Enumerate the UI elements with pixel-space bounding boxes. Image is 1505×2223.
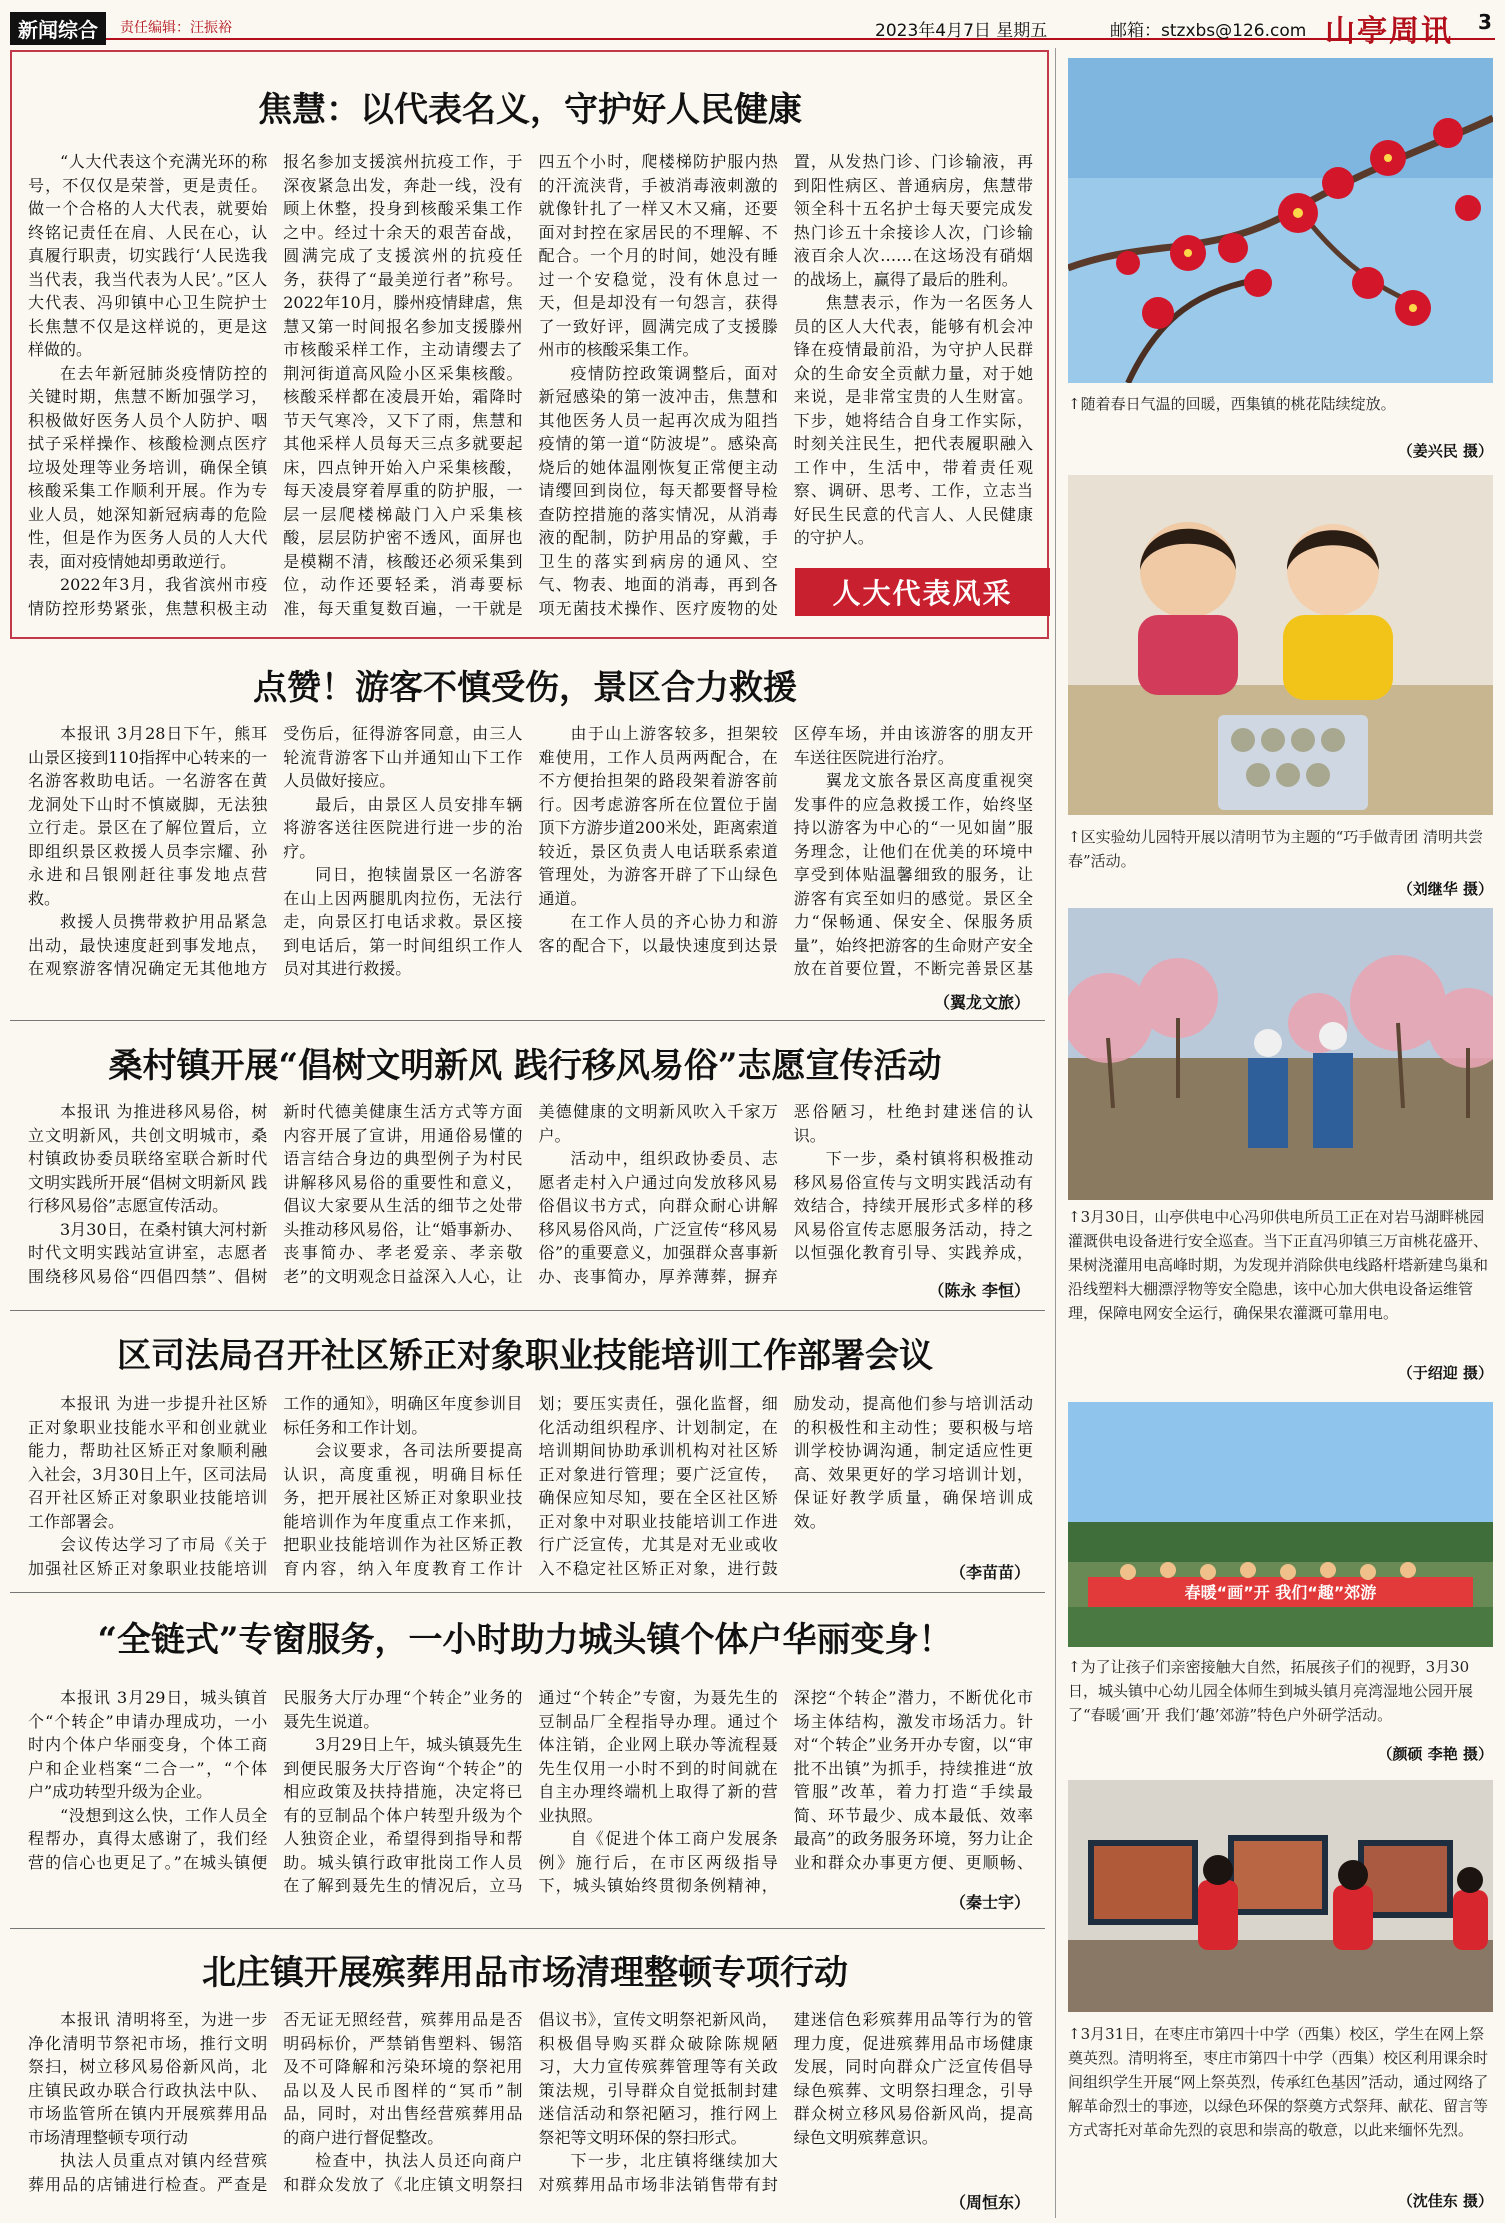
article-1-paragraph: 焦慧表示，作为一名医务人员的区人大代表，能够有机会冲锋在疫情最前沿，为守护人民群众的生命安全贡献力量，对于她来说，是非常宝贵的人生财富。下步，她将结合自身工作实际，时刻关注民生，把代表履职融入工作中，生活中，带着责任观察、调研、思考、工作，立志当好民生民意的代言人、人民健康的守护人。: [793, 293, 1033, 547]
photo-5-caption: ↑3月31日，在枣庄市第四十中学（西集）校区，学生在网上祭奠英烈。清明将至，枣庄市第四十中学（西集）校区利用课余时间组织学生开展“网上祭英烈，传承红色基因”活动，通过网络了解革命烈士的事迹，以绿色环保的祭奠方式祭拜、献花、留言等方式寄托对革命先烈的哀思和崇高的敬意，以此来缅怀先烈。: [1068, 2025, 1489, 2139]
article-2-paragraph: 翼龙文旅各景区高度重视突发事件的应急救援工作，始终坚持以游客为中心的“一见如崮”服务理念，让他们在优美的环境中享受到体贴温馨细致的服务，让游客有宾至如归的感觉。景区全力“保畅通、保安全、保服务质量”，始终把游客的生命财产安全放在首要位置，不断完善景区基: [793, 771, 1033, 978]
section-tag: 新闻综合: [10, 12, 106, 45]
article-3-body: [28, 1100, 1033, 1295]
article-1-title: 焦慧：以代表名义，守护好人民健康: [258, 90, 802, 130]
page-number: 3: [1478, 10, 1492, 34]
photo-4-credit: （颜硕 李艳 摄）: [1377, 1745, 1493, 1763]
editor-credit: 责任编辑：汪振裕: [120, 20, 232, 36]
photo-3-caption: ↑3月30日，山亭供电中心冯卯供电所员工正在对岩马湖畔桃园灌溉供电设备进行安全巡查。当下正直冯卯镇三万亩桃花盛开、果树浇灌用电高峰时期，为发现并消除供电线路杆塔新建鸟巢和沿线塑料大棚漂浮物等安全隐患，该中心加大供电设备运维管理，保障电网安全运行，确保果农灌溉可靠用电。: [1068, 1208, 1489, 1322]
article-1-paragraph: 疫情防控政策调整后，面对新冠感染的第一波冲击，焦慧和其他医务人员一起再次成为阻挡疫情的第一道“防波堤”。感染高烧后的她体温刚恢复正常便主动请缨回到岗位，每天都要督导检查防控措施的落实情况，从消毒液的配制，防护用品的穿戴，手卫生的落实到病房的通风、空气、物表、地面的消毒，再到各项无菌技术操作、医疗废物的处置，从发热门诊、门诊输液，再到阳性病区、普通病房，焦慧带领全科十五名护士每天要完成发热门诊五十余接诊人次，门诊输液百余人次……在这场没有硝烟的战场上，赢得了最后的胜利。: [538, 152, 1033, 618]
article-5-paragraph: 本报讯 3月29日，城头镇首个“个转企”申请办理成功，一小时内个体户华丽变身，个体工商户和企业档案“二合一”，“个体户”成功转型升级为企业。: [28, 1688, 268, 1801]
article-6-paragraph: 执法人员重点对镇内经营殡葬用品的店铺进行检查。严查是否无证无照经营，殡葬用品是否明码标价，严禁销售塑料、锡箔及不可降解和污染环境的祭祀用品以及人民币图样的“冥币”制品，同时，对出售经营殡葬用品的商户进行督促整改。: [28, 2010, 523, 2194]
article-6-title: 北庄镇开展殡葬用品市场清理整顿专项行动: [202, 1953, 848, 1993]
photo-5-credit: （沈佳东 摄）: [1397, 2192, 1493, 2210]
newspaper-brand: 山亭周讯: [1325, 14, 1453, 49]
article-1-body: [28, 150, 1033, 628]
article-2-paragraph: 本报讯 3月28日下午，熊耳山景区接到110指挥中心转来的一名游客救助电话。一名游客在黄龙洞处下山时不慎崴脚，无法独立行走。景区在了解位置后，立即组织景区救援人员李宗耀、孙永进和吕银刚赶往事发地点营救。: [28, 724, 268, 908]
article-2-title: 点赞！游客不慎受伤，景区合力救援: [253, 668, 797, 708]
article-divider: [10, 1310, 1045, 1311]
article-6-paragraph: 下一步，北庄镇将继续加大对殡葬用品市场非法销售带有封建迷信色彩殡葬用品等行为的管理力度，促进殡葬用品市场健康发展，同时向群众广泛宣传倡导绿色殡葬、文明祭扫理念，引导群众树立移风易俗新风尚，提高绿色文明殡葬意识。: [538, 2010, 1033, 2194]
photo-4-caption: ↑为了让孩子们亲密接触大自然，拓展孩子们的视野，3月30日，城头镇中心幼儿园全体师生到城头镇月亮湾湿地公园开展了“春暖‘画’开 我们‘趣’郊游”特色户外研学活动。: [1068, 1658, 1474, 1724]
article-2-byline: （翼龙文旅）: [933, 993, 1030, 1012]
photo-spring-outing: [1068, 1402, 1493, 1647]
article-5-paragraph: “没想到这么快，工作人员全程帮办，真得太感谢了，我们经营的信心也更足了。”在城头镇便民服务大厅办理“个转企”业务的聂先生说道。: [28, 1688, 523, 1872]
article-3-paragraph: 3月30日，在桑村镇大河村新时代文明实践站宣讲室，志愿者围绕移风易俗“四倡四禁”、倡树新时代德美健康生活方式等方面内容开展了宣讲，用通俗易懂的语言结合身边的典型例子为村民讲解移风易俗的重要性和意义，倡议大家要从生活的细节之处带头推动移风易俗，让“婚事新办、丧事简办、孝老爱亲、孝亲敬老”的文明观念日益深入人心，让美德健康的文明新风吹入千家万户。: [28, 1102, 778, 1286]
article-4-title: 区司法局召开社区矫正对象职业技能培训工作部署会议: [117, 1336, 933, 1376]
issue-date: 2023年4月7日 星期五: [875, 21, 1048, 41]
article-2-paragraph: 同日，抱犊崮景区一名游客在山上因两腿肌肉拉伤，无法行走，向景区打电话求救。景区接到电话后，第一时间组织工作人员对其进行救援。: [283, 865, 523, 978]
photo-2-caption: ↑区实验幼儿园特开展以清明节为主题的“巧手做青团 清明共尝春”活动。: [1068, 828, 1484, 870]
article-3-paragraph: 下一步，桑村镇将积极推动移风易俗宣传与文明实践活动有效结合，持续开展形式多样的移风易俗宣传志愿服务活动，持之以恒强化教育引导、实践养成，: [793, 1149, 1033, 1262]
article-3-paragraph: 活动中，组织政协委员、志愿者走村入户通过向发放移风易俗倡议书方式，向群众耐心讲解移风易俗风尚，广泛宣传“移风易俗”的重要意义，加强群众喜事新办、丧事简办，厚养薄葬，摒弃恶俗陋习，杜绝封建迷信的认识。: [538, 1102, 1033, 1286]
article-3-paragraph: 本报讯 为推进移风易俗，树立文明新风，共创文明城市，桑村镇政协委员联络室联合新时代文明实践所开展“倡树文明新风 践行移风易俗”志愿宣传活动。: [28, 1102, 268, 1215]
article-divider: [10, 1020, 1045, 1021]
article-6-paragraph: 本报讯 清明将至，为进一步净化清明节祭祀市场，推行文明祭扫，树立移风易俗新风尚，北庄镇民政办联合行政执法中队、市场监管所在镇内开展殡葬用品市场清理整顿专项行动: [28, 2010, 268, 2147]
article-3-title: 桑村镇开展“倡树文明新风 践行移风易俗”志愿宣传活动: [108, 1046, 942, 1086]
article-5-body: [28, 1686, 1033, 1918]
photo-online-memorial: [1068, 1780, 1493, 2012]
article-2-paragraph: 救援人员携带救护用品紧急出动，最快速度赶到事发地点，在观察游客情况确定无其他地方受伤后，征得游客同意，由三人轮流背游客下山并通知山下工作人员做好接应。: [28, 724, 523, 978]
article-5-byline: （秦士宇）: [949, 1893, 1030, 1912]
article-5-paragraph: 自《促进个体工商户发展条例》施行后，在市区两级指导下，城头镇始终贯彻条例精神，深挖“个转企”潜力，不断优化市场主体结构，激发市场活力。针对“个转企”业务开办专窗，以“审批不出镇”为抓手，持续推进“放管服”改革，着力打造“手续最简、环节最少、成本最低、效率最高”的政务服务环境，努力让企业和群众办事更方便、更顺畅、: [538, 1688, 1033, 1895]
article-3-byline: （陈永 李恒）: [928, 1281, 1030, 1300]
article-2-paragraph: 在工作人员的齐心协力和游客的配合下，以最快速度到达景区停车场，并由该游客的朋友开车送往医院进行治疗。: [538, 724, 1033, 955]
photo-peach-blossom: [1068, 58, 1493, 383]
photo-1-caption: ↑随着春日气温的回暖，西集镇的桃花陆续绽放。: [1068, 395, 1396, 413]
column-badge: 人大代表风采: [795, 568, 1050, 616]
article-6-byline: （周恒东）: [949, 2193, 1030, 2212]
photo-kids-qingtuan: [1068, 475, 1493, 815]
photo-power-inspection: [1068, 908, 1493, 1200]
article-4-paragraph: 会议要求，各司法所要提高认识，高度重视，明确目标任务，把开展社区矫正对象职业技能培训作为年度重点工作来抓，把职业技能培训作为社区矫正教育内容，纳入年度教育工作计划；要压实责任，强化监督，细化活动组织程序、计划制定，在培训期间协助承训机构对社区矫正对象进行管理；要广泛宣传，确保应知尽知，要在全区社区矫正对象中对职业技能培训工作进行广泛宣传，尤其是对无业或收入不稳定社区矫正对象，进行鼓励发动，提高他们参与培训活动的积极性和主动性；要积极与培训学校协调沟通，制定适应性更高、效果更好的学习培训计划，保证好教学质量，确保培训成效。: [283, 1394, 1033, 1578]
article-divider: [10, 1928, 1045, 1929]
photo-3-credit: （于绍迎 摄）: [1397, 1364, 1493, 1382]
article-5-paragraph: 3月29日上午，城头镇聂先生到便民服务大厅咨询“个转企”的相应政策及扶持措施，决定将已有的豆制品个体户转型升级为个人独资企业，希望得到指导和帮助。城头镇行政审批岗工作人员在了解到聂先生的情况后，立马通过“个转企”专窗，为聂先生的豆制品厂全程指导办理。通过个体注销，企业网上联办等流程聂先生仅用一小时不到的时间就在自主办理终端机上取得了新的营业执照。: [283, 1688, 778, 1895]
article-4-paragraph: 本报讯 为进一步提升社区矫正对象职业技能水平和创业就业能力，帮助社区矫正对象顺利融入社会，3月30日上午，区司法局召开社区矫正对象职业技能培训工作部署会。: [28, 1394, 268, 1531]
article-1-paragraph: 在去年新冠肺炎疫情防控的关键时期，焦慧不断加强学习，积极做好医务人员个人防护、咽拭子采样操作、核酸检测点医疗垃圾处理等业务培训，确保全镇核酸采集工作顺利开展。作为专业人员，她深知新冠病毒的危险性，但是作为医务人员的人大代表，面对疫情她却勇敢逆行。: [28, 363, 268, 571]
article-1-paragraph: 2022年3月，我省滨州市疫情防控形势紧张，焦慧积极主动报名参加支援滨州抗疫工作，于深夜紧急出发，奔赴一线，没有顾上休整，投身到核酸采集工作之中。经过十余天的艰苦奋战，圆满完成了支援滨州的抗疫任务，获得了“最美逆行者”称号。2022年10月，滕州疫情肆虐，焦慧又第一时间报名参加支援滕州市核酸采样工作，主动请缨去了荆河街道高风险小区采集核酸。核酸采样都在凌晨开始，霜降时节天气寒冷，又下了雨，焦慧和其他采样人员每天三点多就要起床，四点钟开始入户采集核酸，每天凌晨穿着厚重的防护服，一层一层爬楼梯敲门入户采集核酸，层层防护密不透风，面屏也是模糊不清，核酸还必须采集到位，动作还要轻柔，消毒要标准，每天重复数百遍，一干就是四五个小时，爬楼梯防护服内热的汗流浃背，手被消毒液刺激的就像针扎了一样又木又痛，还要面对封控在家居民的不理解、不配合。一个月的时间，她没有睡过一个安稳觉，没有休息过一天，但是却没有一句怨言，获得了一致好评，圆满完成了支援滕州市的核酸采集工作。: [28, 152, 778, 618]
article-2-body: [28, 722, 1033, 994]
article-4-paragraph: 会议传达学习了市局《关于加强社区矫正对象职业技能培训工作的通知》，明确区年度参训目标任务和工作计划。: [28, 1394, 523, 1578]
article-divider: [10, 1592, 1045, 1593]
article-6-paragraph: 检查中，执法人员还向商户和群众发放了《北庄镇文明祭扫倡议书》，宣传文明祭祀新风尚，积极倡导购买群众破除陈规陋习，大力宣传殡葬管理等有关政策法规，引导群众自觉抵制封建迷信活动和祭祀陋习，推行网上祭祀等文明环保的祭扫形式。: [283, 2010, 778, 2194]
article-2-paragraph: 最后，由景区人员安排车辆将游客送往医院进行进一步的治疗。: [283, 794, 523, 861]
article-2-paragraph: 由于山上游客较多，担架较难使用，工作人员两两配合，在不方便抬担架的路段架着游客前行。因考虑游客所在位置位于崮顶下方游步道200米处，距离索道较近，景区负责人电话联系索道管理处，为游客开辟了下山绿色通道。: [538, 724, 778, 908]
article-4-byline: （李苗苗）: [949, 1563, 1030, 1582]
photo-2-credit: （刘继华 摄）: [1397, 880, 1493, 898]
article-1-paragraph: “人大代表这个充满光环的称号，不仅仅是荣誉，更是责任。做一个合格的人大代表，就要始终铭记责任在肩、人民在心，认真履行职责，切实践行‘人民选我当代表，我当代表为人民’。”区人大代表、冯卯镇中心卫生院护士长焦慧不仅是这样说的，更是这样做的。: [28, 152, 268, 359]
photo-1-credit: （姜兴民 摄）: [1397, 442, 1493, 460]
column-divider: [1055, 48, 1056, 2218]
outing-banner-text: 春暖“画”开 我们“趣”郊游: [1184, 1583, 1377, 1602]
article-4-body: [28, 1392, 1033, 1584]
article-6-body: [28, 2008, 1033, 2196]
article-5-title: “全链式”专窗服务，一小时助力城头镇个体户华丽变身！: [97, 1620, 953, 1660]
contact-email: 邮箱：stzxbs@126.com: [1110, 21, 1307, 41]
